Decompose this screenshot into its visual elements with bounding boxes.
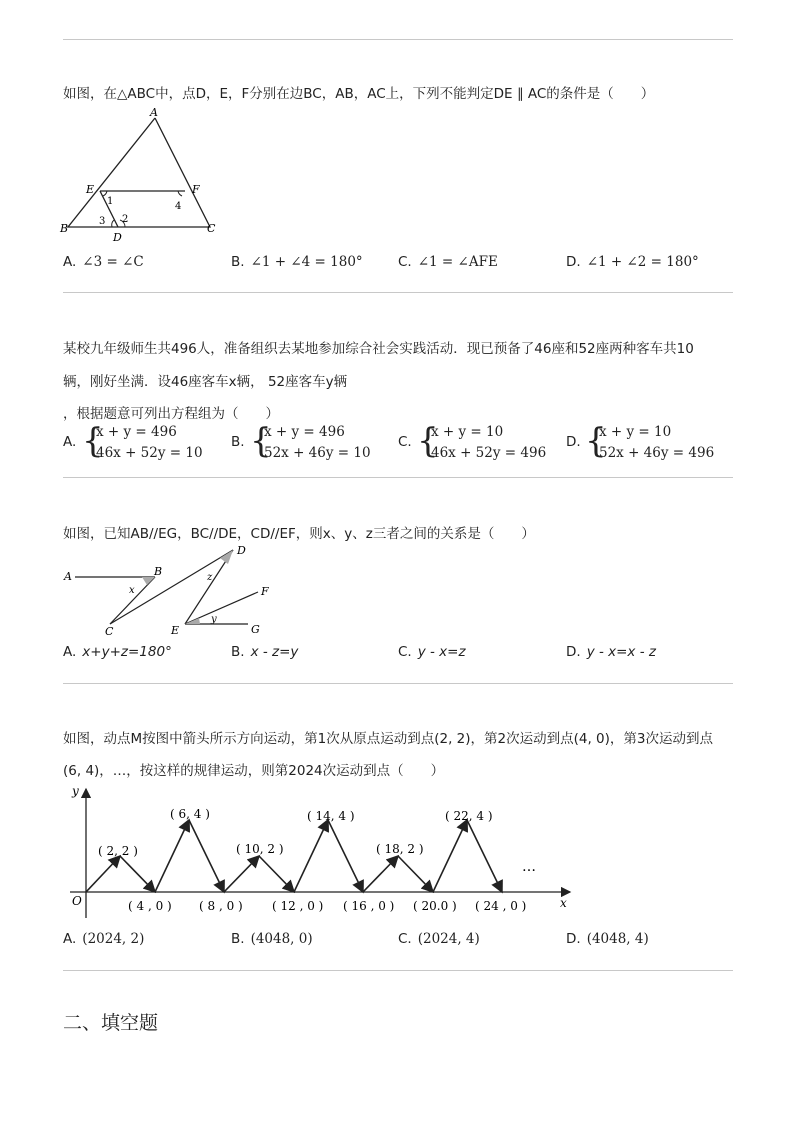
q1-angle-4: 4 — [175, 201, 182, 212]
option-label: D. — [566, 931, 581, 947]
option-label: B. — [231, 434, 245, 450]
option-text: (4048, 4) — [586, 931, 649, 947]
q4-point-label: ( 8 , 0 ) — [199, 899, 243, 913]
brace: { — [417, 421, 439, 461]
q4-point-label: ( 6, 4 ) — [170, 807, 210, 821]
q1-angle-3: 3 — [99, 216, 106, 227]
q4-point-label: ( 16 , 0 ) — [343, 899, 395, 913]
brace: { — [250, 421, 272, 461]
q1-angle-1: 1 — [107, 196, 114, 207]
option-label: D. — [566, 254, 581, 270]
q4-option-a[interactable] — [63, 931, 144, 947]
option-label: C. — [398, 434, 412, 450]
q1-label-B: B — [60, 222, 69, 235]
q3-label-A: A — [64, 570, 72, 583]
q4-origin-label: O — [72, 894, 82, 908]
equation-system: x + y = 496 46x + 52y = 10 — [96, 424, 203, 461]
q1-label-C: C — [207, 222, 216, 235]
q3-option-b[interactable] — [231, 644, 298, 660]
section-title: 二、填空题 — [63, 1012, 159, 1034]
q1-option-c[interactable] — [398, 254, 498, 270]
divider-top — [63, 39, 733, 40]
option-label: B. — [231, 254, 245, 270]
option-text: ∠1 + ∠4 = 180° — [250, 254, 363, 270]
q1-option-a[interactable] — [63, 254, 144, 270]
q3-label-B: B — [154, 565, 163, 578]
q3-label-G: G — [251, 623, 260, 636]
q1-label-E: E — [86, 183, 95, 196]
option-label: A. — [63, 644, 77, 660]
q2-stem-line2: 辆，刚好坐满．设46座客车x辆， 52座客车y辆 — [63, 374, 348, 390]
q4-point-label: ( 10, 2 ) — [236, 842, 284, 856]
divider-q4 — [63, 970, 733, 971]
q4-ellipsis: … — [522, 859, 536, 875]
option-label: D. — [566, 644, 581, 660]
q1-label-D: D — [113, 231, 122, 243]
brace: { — [82, 421, 104, 461]
q1-angle-2: 2 — [122, 214, 129, 225]
option-text: (2024, 4) — [417, 931, 480, 947]
q4-y-axis-label: y — [72, 784, 79, 798]
equation-system: x + y = 10 46x + 52y = 496 — [431, 424, 547, 461]
q3-angle-y: y — [211, 614, 217, 625]
q3-parallel-figure — [60, 540, 280, 640]
q1-label-A: A — [150, 106, 158, 119]
q2-stem-line1: 某校九年级师生共496人，准备组织去某地参加综合社会实践活动．现已预备了46座和52座两种客车共10 — [63, 341, 694, 357]
q3-option-c[interactable] — [398, 644, 466, 660]
option-text: ∠1 = ∠AFE — [417, 254, 498, 270]
option-text: y - x=x - z — [586, 644, 656, 660]
q2-stem-line3: ，根据题意可列出方程组为（ ） — [63, 406, 279, 422]
q4-point-label: ( 2, 2 ) — [98, 844, 138, 858]
q3-label-F: F — [261, 585, 269, 598]
q4-point-label: ( 22, 4 ) — [445, 809, 493, 823]
divider-q1 — [63, 292, 733, 293]
option-text: x - z=y — [250, 644, 299, 660]
q1-option-d[interactable] — [566, 254, 699, 270]
option-text: ∠3 = ∠C — [82, 254, 144, 270]
q3-angle-x: x — [129, 585, 135, 596]
equation-system: x + y = 496 52x + 46y = 10 — [264, 424, 371, 461]
q4-stem-line1: 如图，动点M按图中箭头所示方向运动，第1次从原点运动到点(2, 2)，第2次运动到点(4, 0)，第3次运动到点 — [63, 731, 714, 747]
q3-option-a[interactable] — [63, 644, 172, 660]
brace: { — [585, 421, 607, 461]
q3-label-C: C — [105, 625, 114, 638]
option-text: x+y+z=180° — [82, 644, 172, 660]
q4-point-label: ( 18, 2 ) — [376, 842, 424, 856]
option-text: (4048, 0) — [250, 931, 313, 947]
option-label: A. — [63, 254, 77, 270]
q4-motion-figure — [60, 783, 580, 918]
q4-point-label: ( 24 , 0 ) — [475, 899, 527, 913]
q4-option-b[interactable] — [231, 931, 313, 947]
option-label: C. — [398, 254, 412, 270]
option-text: y - x=z — [417, 644, 466, 660]
q4-x-axis-label: x — [560, 896, 567, 910]
q3-label-D: D — [237, 544, 246, 557]
q4-point-label: ( 20.0 ) — [413, 899, 457, 913]
option-label: C. — [398, 931, 412, 947]
option-label: A. — [63, 434, 77, 450]
q1-stem: 如图，在△ABC中，点D，E，F分别在边BC，AB，AC上，下列不能判定DE ∥ AC的条件是（ ） — [63, 86, 655, 102]
q1-label-F: F — [192, 183, 200, 196]
option-label: D. — [566, 434, 581, 450]
option-label: B. — [231, 931, 245, 947]
q1-triangle-figure — [58, 103, 228, 243]
option-text: (2024, 2) — [82, 931, 145, 947]
q4-option-d[interactable] — [566, 931, 649, 947]
q1-option-b[interactable] — [231, 254, 363, 270]
q4-point-label: ( 14, 4 ) — [307, 809, 355, 823]
q3-stem: 如图，已知AB//EG，BC//DE，CD//EF，则x、y、z三者之间的关系是（ ） — [63, 526, 535, 542]
q3-option-d[interactable] — [566, 644, 656, 660]
q4-point-label: ( 12 , 0 ) — [272, 899, 324, 913]
q4-stem-line2: (6, 4)，…，按这样的规律运动，则第2024次运动到点（ ） — [63, 763, 445, 779]
option-text: ∠1 + ∠2 = 180° — [586, 254, 699, 270]
q3-label-E: E — [171, 624, 180, 637]
option-label: C. — [398, 644, 412, 660]
divider-q2 — [63, 477, 733, 478]
q3-angle-z: z — [207, 572, 213, 583]
divider-q3 — [63, 683, 733, 684]
option-label: B. — [231, 644, 245, 660]
equation-system: x + y = 10 52x + 46y = 496 — [599, 424, 715, 461]
q4-point-label: ( 4 , 0 ) — [128, 899, 172, 913]
q4-option-c[interactable] — [398, 931, 480, 947]
option-label: A. — [63, 931, 77, 947]
